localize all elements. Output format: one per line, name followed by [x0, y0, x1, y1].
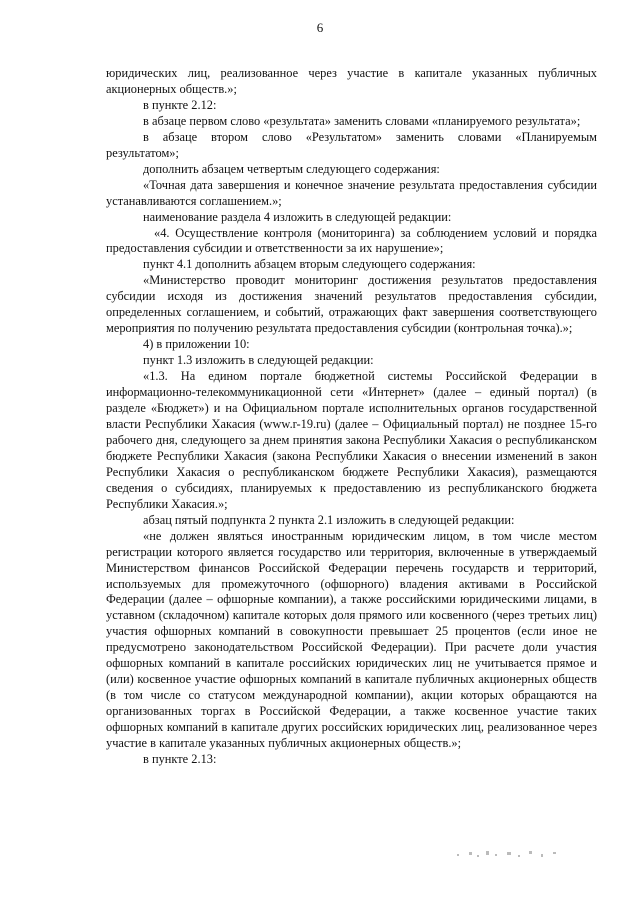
- paragraph: в пункте 2.12:: [143, 97, 217, 112]
- paragraph: «не должен являться иностранным юридическим лицом, в том числе местом регистрации которого является государство или территория, включенные в утверждаемый Министерством финансов Российской Федерации перечень государств и территорий, используемых для промежуточного (офшорного) владения активами в Российской Федерации (далее – офшорные компании), а также российскими юридическими лицами, в уставном (складочном) капитале которых доля прямого или косвенного (через третьих лиц) участия офшорных компаний в совокупности превышает 25 процентов (если иное не предусмотрено законодательством Российской Федерации). При расчете доли участия офшорных компаний в капитале российских юридических лиц не учитывается прямое и (или) косвенное участие офшорных компаний в капитале публичных акционерных обществ (в том числе со статусом международной компании), акции которых обращаются на организованных торгах в Российской Федерации, а также косвенное участие таких офшорных компаний в капитале других российских юридических лиц, реализованное через участие в капитале указанных публичных акционерных обществ.»;: [106, 528, 597, 751]
- scan-noise-marks: [455, 848, 565, 862]
- paragraph: наименование раздела 4 изложить в следующей редакции:: [143, 209, 452, 224]
- paragraph: юридических лиц, реализованное через участие в капитале указанных публичных акционерных обществ.»;: [106, 66, 597, 96]
- paragraph: в абзаце первом слово «результата» заменить словами «планируемого результата»;: [143, 113, 581, 128]
- paragraph: абзац пятый подпункта 2 пункта 2.1 изложить в следующей редакции:: [143, 512, 515, 527]
- paragraph: «Точная дата завершения и конечное значение результата предоставления субсидии устанавливаются соглашением.»;: [106, 177, 597, 208]
- section-heading-quote: «4. Осуществление контроля (мониторинга) за соблюдением условий и порядка предоставления субсидии и ответственности за их нарушение»;: [106, 225, 597, 256]
- paragraph: «Министерство проводит мониторинг достижения результатов предоставления субсидии исходя из достижения значений результатов предоставления субсидии, определенных соглашением, и событий, отражающих факт завершения соответствующего мероприятия по получению результата предоставления субсидии (контрольная точка).»;: [106, 273, 597, 336]
- page-number: 6: [316, 20, 324, 35]
- paragraph: пункт 1.3 изложить в следующей редакции:: [143, 353, 374, 368]
- paragraph: в абзаце втором слово «Результатом» заменить словами «Планируемым результатом»;: [106, 129, 597, 160]
- document-body: [106, 66, 597, 768]
- paragraph: пункт 4.1 дополнить абзацем вторым следующего содержания:: [143, 257, 476, 272]
- paragraph: дополнить абзацем четвертым следующего содержания:: [143, 161, 440, 176]
- paragraph: «1.3. На едином портале бюджетной системы Российской Федерации в информационно-телекоммуникационной сети «Интернет» (далее – единый портал) (в разделе «Бюджет») и на Официальном портале исполнительных органов государственной власти Республики Хакасия (www.r-19.ru) (далее – Официальный портал) не позднее 15-го рабочего дня, следующего за днем принятия закона Республики Хакасия о республиканском бюджете Республики Хакасия (закона Республики Хакасия о внесении изменений в закон Республики Хакасия о республиканском бюджете Республики Хакасия), размещаются сведения о субсидиях, планируемых к предоставлению из республиканского бюджета Республики Хакасия.»;: [106, 369, 597, 511]
- paragraph: в пункте 2.13:: [143, 751, 217, 766]
- paragraph: 4) в приложении 10:: [143, 337, 250, 352]
